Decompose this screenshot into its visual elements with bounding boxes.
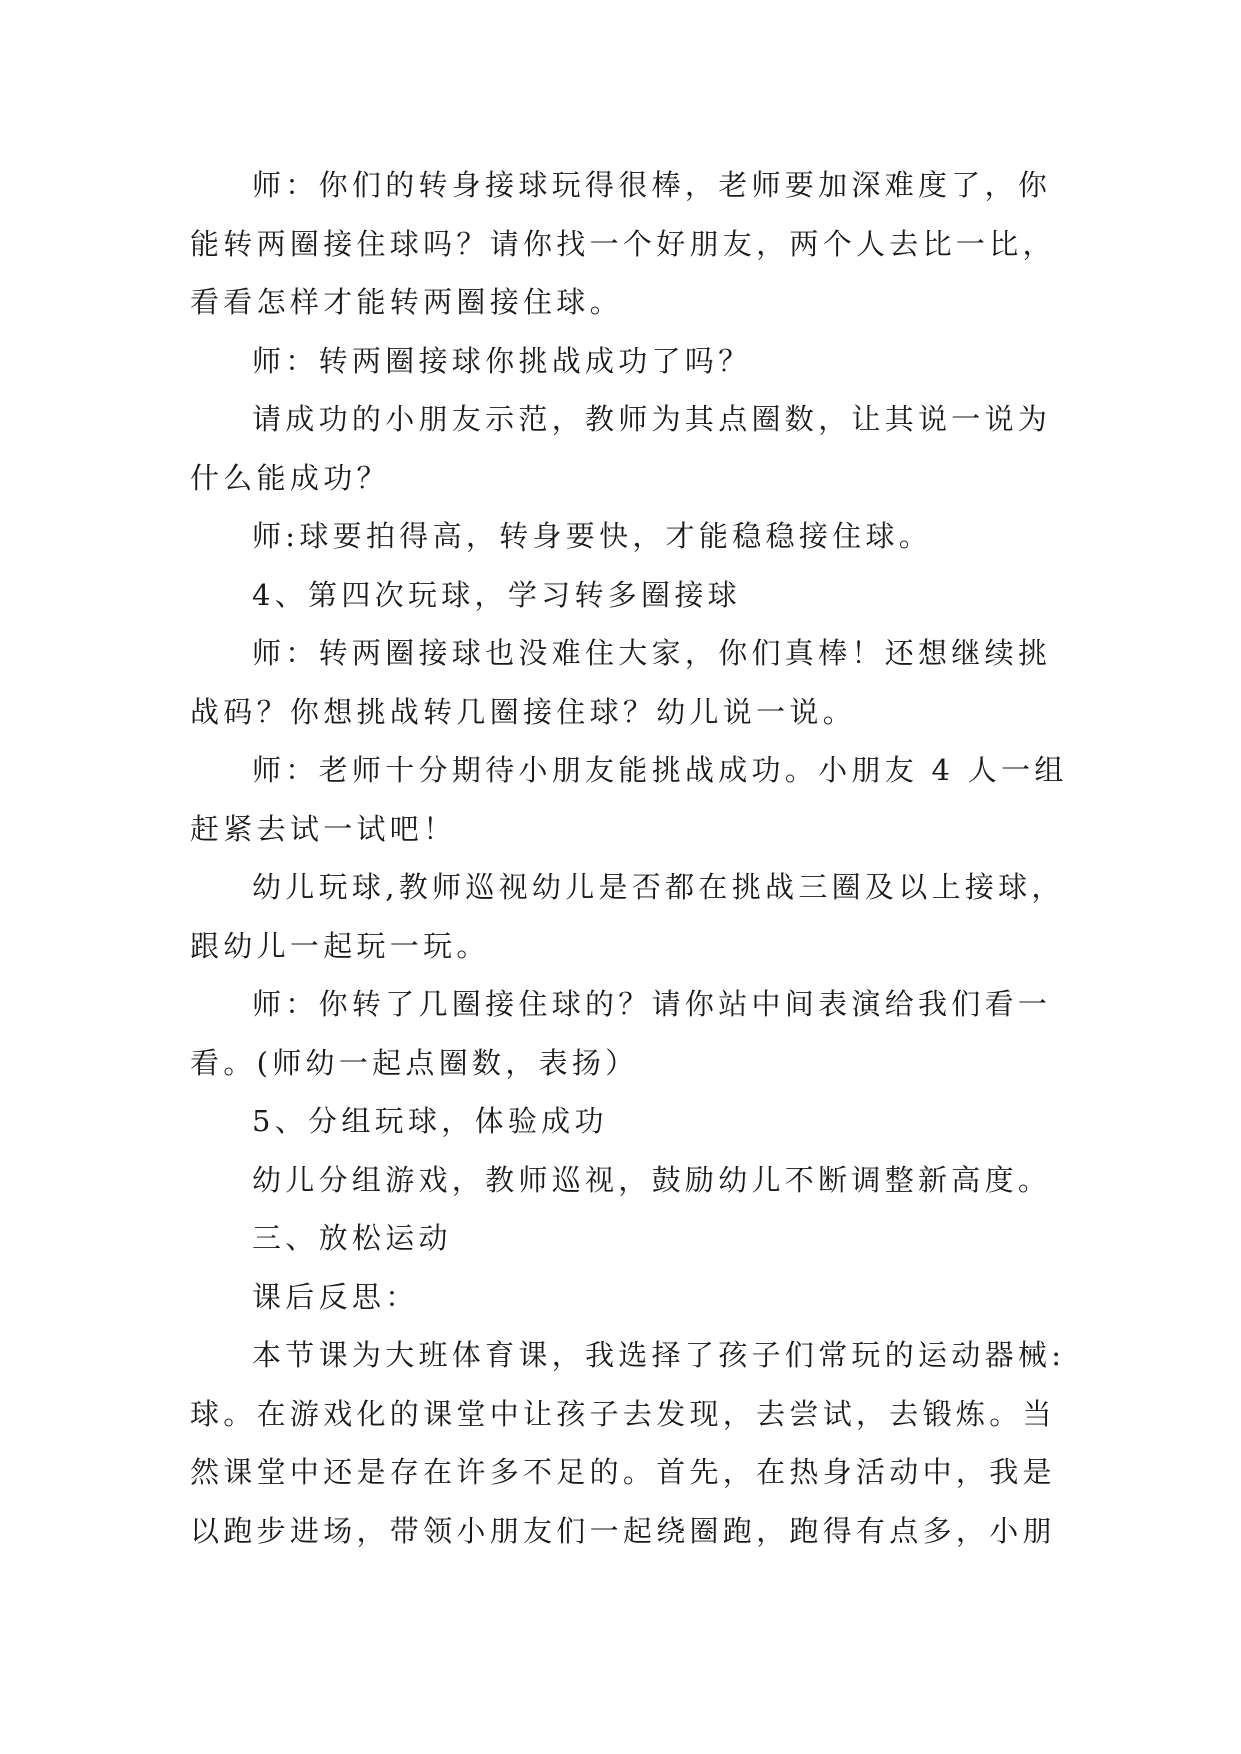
text-line: 看看怎样才能转两圈接住球。 [190, 285, 623, 319]
text-line: 跟幼儿一起玩一玩。 [190, 928, 490, 963]
text-line: 看。(师幼一起点圈数，表扬） [190, 1045, 639, 1080]
text-line: 本节课为大班体育课，我选择了孩子们常玩的运动器械: [252, 1338, 1066, 1372]
text-line: 师：你们的转身接球玩得很棒，老师要加深难度了，你 [252, 168, 1052, 202]
text-line: 师：老师十分期待小朋友能挑战成功。小朋友 4 人一组 [252, 753, 1068, 787]
section-heading: 5、分组玩球，体验成功 [252, 1104, 608, 1138]
text-line: 以跑步进场，带领小朋友们一起绕圈跑，跑得有点多，小朋 [190, 1513, 1056, 1548]
text-line: 师：转两圈接球你挑战成功了吗？ [252, 343, 752, 378]
text-line: 然课堂中还是存在许多不足的。首先，在热身活动中，我是 [190, 1455, 1056, 1489]
text-line: 球。在游戏化的课堂中让孩子去发现，去尝试，去锻炼。当 [190, 1396, 1056, 1431]
text-line: 赶紧去试一试吧！ [190, 811, 457, 846]
section-heading: 课后反思： [252, 1279, 419, 1314]
document-body [190, 156, 1068, 1560]
text-line: 请成功的小朋友示范，教师为其点圈数，让其说一说为 [252, 402, 1052, 436]
text-line: 幼儿玩球,教师巡视幼儿是否都在挑战三圈及以上接球， [252, 870, 1065, 904]
section-heading: 三、放松运动 [252, 1221, 452, 1255]
text-line: 师：你转了几圈接住球的？请你站中间表演给我们看一 [252, 987, 1052, 1021]
text-line: 师：转两圈接球也没难住大家，你们真棒！还想继续挑 [252, 636, 1052, 670]
section-heading: 4、第四次玩球，学习转多圈接球 [252, 577, 741, 612]
text-line: 师:球要拍得高，转身要快，才能稳稳接住球。 [252, 519, 933, 553]
text-line: 什么能成功？ [190, 460, 390, 495]
text-line: 幼儿分组游戏，教师巡视，鼓励幼儿不断调整新高度。 [252, 1162, 1052, 1197]
text-line: 战码？你想挑战转几圈接住球？幼儿说一说。 [190, 694, 857, 729]
text-line: 能转两圈接住球吗？请你找一个好朋友，两个人去比一比， [190, 226, 1056, 261]
